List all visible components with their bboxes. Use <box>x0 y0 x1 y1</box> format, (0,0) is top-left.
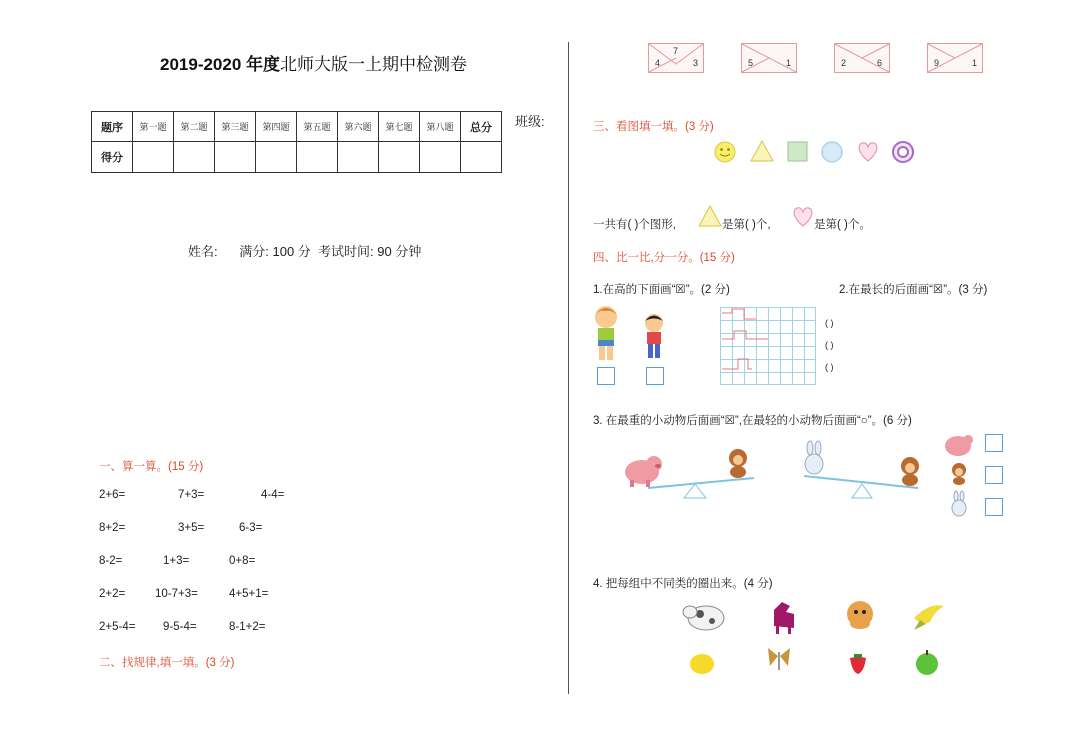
cow-icon <box>683 606 724 630</box>
score-cell[interactable] <box>215 142 256 173</box>
short-child-icon <box>640 311 668 363</box>
lemon-icon <box>690 654 714 674</box>
problem: 4+5+1= <box>229 588 269 600</box>
rabbit-icon <box>805 441 823 474</box>
page-title: 2019-2020 年度北师大版一上期中检测卷 <box>160 55 468 74</box>
envelope <box>741 43 797 73</box>
square-icon <box>788 142 807 161</box>
butterfly-icon <box>768 648 790 670</box>
score-value-row <box>92 142 502 173</box>
table-cell: 第二题 <box>174 112 215 142</box>
pig-icon <box>625 456 662 487</box>
tall-child-icon <box>588 303 624 365</box>
heart-position-sentence: 是第( )个。 <box>814 219 871 231</box>
problem: 2+2= <box>99 588 126 600</box>
envelope-left: 2 <box>841 58 847 68</box>
ring-icon <box>893 142 913 162</box>
score-cell[interactable] <box>379 142 420 173</box>
problem: 4-4= <box>261 489 285 501</box>
heart-icon <box>792 205 814 227</box>
problem: 6-3= <box>239 522 263 534</box>
problem: 8-1+2= <box>229 621 266 633</box>
triangle-icon <box>698 205 722 227</box>
score-cell[interactable] <box>133 142 174 173</box>
horse-icon <box>774 602 794 634</box>
envelope-left: 4 <box>655 58 661 68</box>
score-cell[interactable] <box>174 142 215 173</box>
monkey-icon <box>901 457 919 486</box>
problem: 2+5-4= <box>99 621 136 633</box>
triangle-position-sentence: 是第( )个, <box>722 219 771 231</box>
score-cell[interactable] <box>297 142 338 173</box>
table-cell: 第六题 <box>338 112 379 142</box>
class-label: 班级: <box>515 114 545 129</box>
heart-icon <box>859 143 877 161</box>
envelope-right: 1 <box>786 58 792 68</box>
answer-box[interactable] <box>985 498 1003 516</box>
pig-icon <box>945 435 973 456</box>
envelope <box>927 43 983 73</box>
envelope-right: 3 <box>693 58 699 68</box>
question-1: 1.在高的下面画“☒”。(2 分) <box>593 284 730 296</box>
smiley-icon <box>715 142 735 162</box>
envelope-right: 1 <box>972 58 978 68</box>
animal-column <box>942 430 976 522</box>
answer-box[interactable] <box>646 367 664 385</box>
envelope <box>648 43 704 73</box>
score-cell[interactable] <box>256 142 297 173</box>
table-cell: 得分 <box>92 142 133 173</box>
answer-box[interactable] <box>985 466 1003 484</box>
answer-box[interactable] <box>597 367 615 385</box>
score-cell[interactable] <box>338 142 379 173</box>
answer-box[interactable] <box>985 434 1003 452</box>
envelope-left: 9 <box>934 58 940 68</box>
section3-heading: 三、看图填一填。(3 分) <box>593 121 714 133</box>
score-table <box>91 111 502 173</box>
answer-paren[interactable]: ( ) <box>825 362 834 372</box>
bird-icon <box>914 605 944 630</box>
answer-paren[interactable]: ( ) <box>825 318 834 328</box>
table-cell: 第五题 <box>297 112 338 142</box>
score-header-row <box>92 112 502 142</box>
table-cell: 第三题 <box>215 112 256 142</box>
triangle-icon <box>751 141 773 161</box>
problem: 2+6= <box>99 489 126 501</box>
circle-icon <box>822 142 842 162</box>
apple-icon <box>916 650 938 675</box>
table-cell: 第一题 <box>133 112 174 142</box>
envelope-right: 6 <box>877 58 883 68</box>
question-2: 2.在最长的后面画“☒”。(3 分) <box>839 284 988 296</box>
table-cell: 第八题 <box>420 112 461 142</box>
envelope-top: 7 <box>673 46 679 56</box>
length-grid <box>720 307 816 385</box>
problem: 7+3= <box>178 489 205 501</box>
table-cell: 总分 <box>461 112 502 142</box>
seesaw-2 <box>798 440 928 502</box>
seesaw-1 <box>620 444 760 502</box>
monkey-icon <box>952 463 966 485</box>
answer-paren[interactable]: ( ) <box>825 340 834 350</box>
table-cell: 第四题 <box>256 112 297 142</box>
score-cell[interactable] <box>461 142 502 173</box>
shape-sequence <box>712 139 922 165</box>
info-line: 姓名: 满分: 100 分 考试时间: 90 分钟 <box>188 244 422 259</box>
strawberry-icon <box>850 654 866 674</box>
problem: 8-2= <box>99 555 123 567</box>
dog-icon <box>847 601 873 629</box>
column-divider <box>568 42 569 694</box>
section4-heading: 四、比一比,分一分。(15 分) <box>593 252 735 264</box>
question-3: 3. 在最重的小动物后面画“☒”,在最轻的小动物后面画“○”。(6 分) <box>593 415 912 427</box>
envelope <box>834 43 890 73</box>
monkey-icon <box>729 449 747 478</box>
problem: 10-7+3= <box>155 588 198 600</box>
count-sentence: 一共有( )个图形, <box>593 219 677 231</box>
problem: 0+8= <box>229 555 256 567</box>
envelope-left: 5 <box>748 58 754 68</box>
question-4: 4. 把每组中不同类的圈出来。(4 分) <box>593 578 773 590</box>
rabbit-icon <box>952 491 966 516</box>
table-cell: 第七题 <box>379 112 420 142</box>
table-cell: 题序 <box>92 112 133 142</box>
odd-one-out-pictures <box>682 596 952 680</box>
score-cell[interactable] <box>420 142 461 173</box>
section2-heading: 二、找规律,填一填。(3 分) <box>99 657 235 669</box>
section1-heading: 一、算一算。(15 分) <box>99 461 204 473</box>
problem: 9-5-4= <box>163 621 197 633</box>
problem: 1+3= <box>163 555 190 567</box>
problem: 8+2= <box>99 522 126 534</box>
problem: 3+5= <box>178 522 205 534</box>
